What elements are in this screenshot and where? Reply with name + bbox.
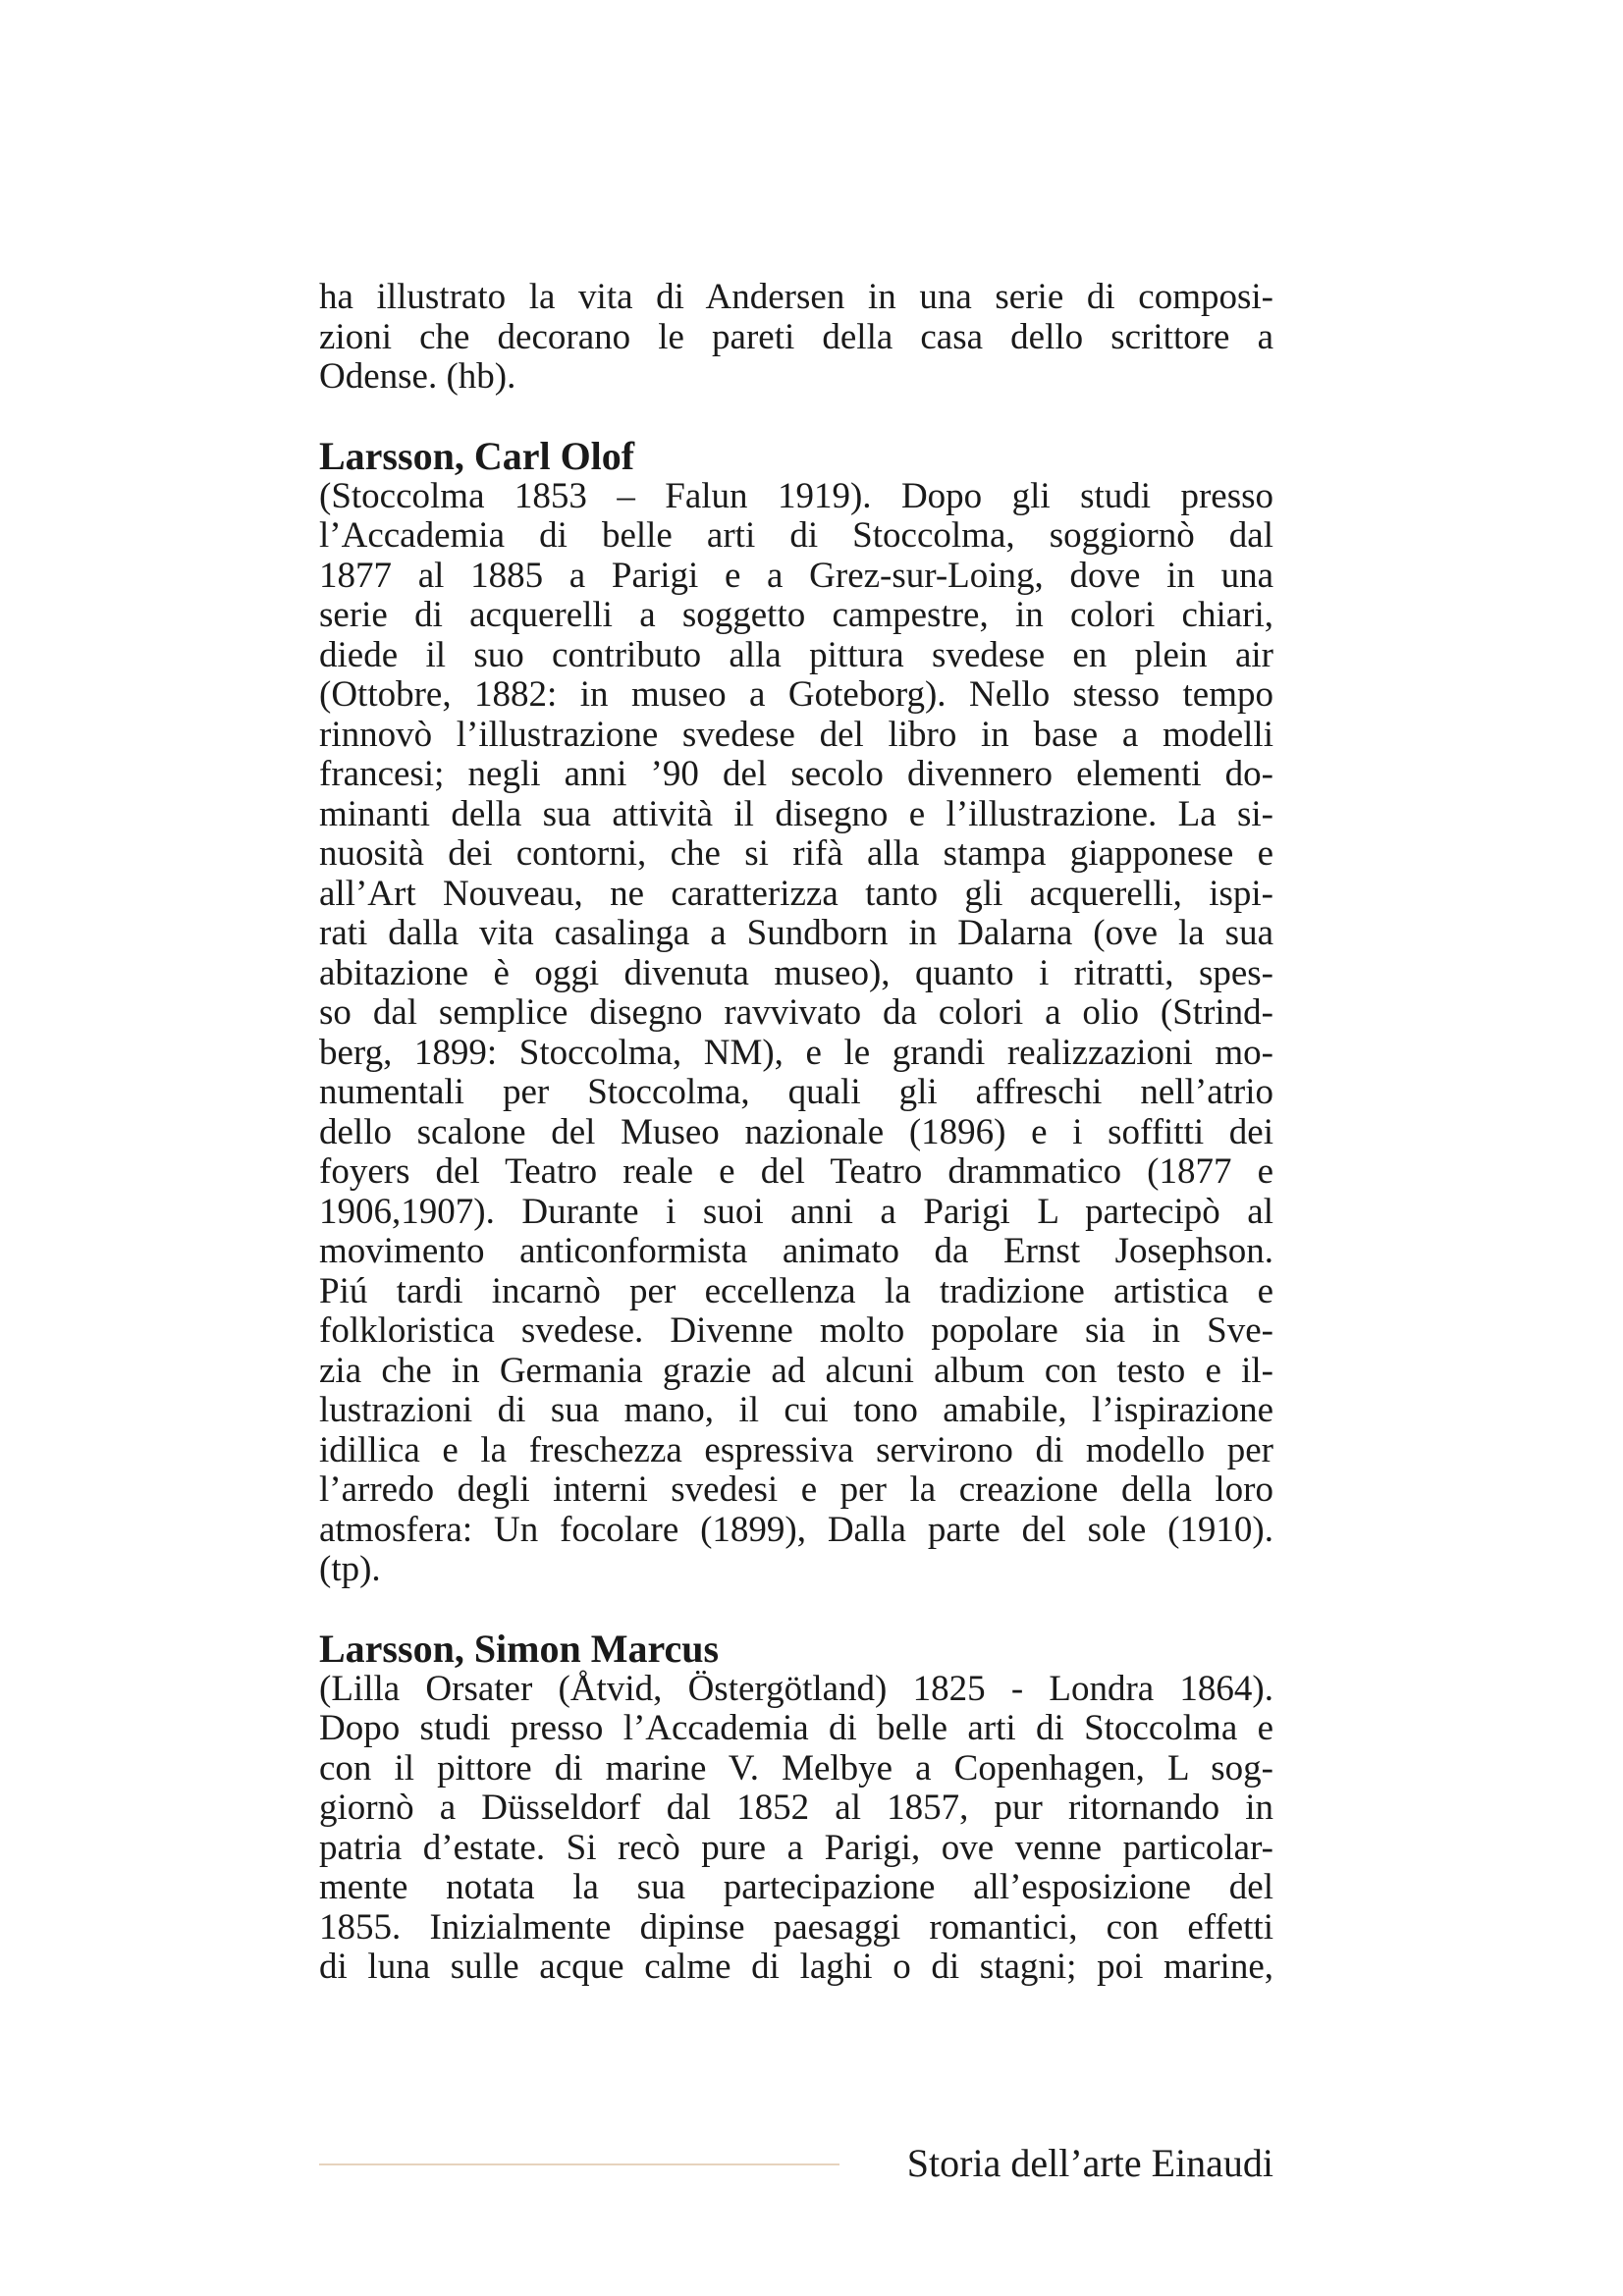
text-line: minanti della sua attività il disegno e l’illustrazione. La si- bbox=[319, 793, 1273, 834]
text-line: diede il suo contributo alla pittura svedese en plein air bbox=[319, 634, 1273, 675]
text-line: berg, 1899: Stoccolma, NM), e le grandi realizzazioni mo- bbox=[319, 1032, 1273, 1073]
text-line: francesi; negli anni ’90 del secolo divennero elementi do- bbox=[319, 754, 1273, 794]
text-line: patria d’estate. Si recò pure a Parigi, ove venne particolar- bbox=[319, 1827, 1273, 1868]
text-line: Dopo studi presso l’Accademia di belle arti di Stoccolma e bbox=[319, 1708, 1273, 1748]
text-line: l’arredo degli interni svedesi e per la creazione della loro bbox=[319, 1469, 1273, 1510]
text-line: Piú tardi incarnò per eccellenza la tradizione artistica e bbox=[319, 1270, 1273, 1311]
text-line: l’Accademia di belle arti di Stoccolma, soggiornò dal bbox=[319, 515, 1273, 556]
text-line: Odense. (hb). bbox=[319, 356, 516, 397]
text-line: nuosità dei contorni, che si rifà alla stampa giapponese e bbox=[319, 833, 1273, 874]
text-line: serie di acquerelli a soggetto campestre, in colori chiari, bbox=[319, 595, 1273, 635]
text-line: ha illustrato la vita di Andersen in una serie di composi- bbox=[319, 277, 1273, 317]
text-line: mente notata la sua partecipazione all’esposizione del bbox=[319, 1867, 1273, 1907]
text-line: 1877 al 1885 a Parigi e a Grez-sur-Loing, dove in una bbox=[319, 555, 1273, 596]
paragraph-gap bbox=[319, 1590, 1273, 1630]
entry-larsson-simon-marcus bbox=[319, 1629, 1273, 1988]
footer-publication-title: Storia dell’arte Einaudi bbox=[906, 2141, 1273, 2185]
entry-heading: Larsson, Carl Olof bbox=[319, 434, 635, 478]
text-line: (tp). bbox=[319, 1549, 381, 1589]
text-line: con il pittore di marine V. Melbye a Copenhagen, L sog- bbox=[319, 1747, 1273, 1789]
page-body bbox=[319, 278, 1273, 1988]
text-line: (Ottobre, 1882: in museo a Goteborg). Nello stesso tempo bbox=[319, 674, 1273, 715]
text-line: 1906,1907). Durante i suoi anni a Parigi L partecipò al bbox=[319, 1191, 1273, 1232]
entry-heading: Larsson, Simon Marcus bbox=[319, 1627, 720, 1671]
paragraph-gap bbox=[319, 398, 1273, 438]
footer-divider bbox=[319, 2163, 839, 2165]
text-line: folkloristica svedese. Divenne molto popolare sia in Sve- bbox=[319, 1310, 1273, 1351]
text-line: all’Art Nouveau, ne caratterizza tanto gli acquerelli, ispi- bbox=[319, 873, 1273, 914]
text-line: 1855. Inizialmente dipinse paesaggi romantici, con effetti bbox=[319, 1906, 1273, 1948]
text-line: foyers del Teatro reale e del Teatro drammatico (1877 e bbox=[319, 1151, 1273, 1192]
text-line: (Lilla Orsater (Åtvid, Östergötland) 1825 - Londra 1864). bbox=[319, 1668, 1273, 1709]
text-line: so dal semplice disegno ravvivato da colori a olio (Strind- bbox=[319, 992, 1273, 1033]
text-line: dello scalone del Museo nazionale (1896) e i soffitti dei bbox=[319, 1111, 1273, 1152]
text-line: zioni che decorano le pareti della casa dello scrittore a bbox=[319, 316, 1273, 357]
text-line: idillica e la freschezza espressiva servirono di modello per bbox=[319, 1429, 1273, 1470]
text-line: atmosfera: Un focolare (1899), Dalla parte del sole (1910). bbox=[319, 1509, 1273, 1550]
text-line: lustrazioni di sua mano, il cui tono amabile, l’ispirazione bbox=[319, 1390, 1273, 1430]
text-line: numentali per Stoccolma, quali gli affreschi nell’atrio bbox=[319, 1072, 1273, 1112]
text-line: abitazione è oggi divenuta museo), quanto i ritratti, spes- bbox=[319, 952, 1273, 993]
entry-larsson-carl-olof bbox=[319, 434, 1273, 1590]
text-line: rati dalla vita casalinga a Sundborn in Dalarna (ove la sua bbox=[319, 913, 1273, 953]
text-line: movimento anticonformista animato da Ernst Josephson. bbox=[319, 1231, 1273, 1271]
text-line: di luna sulle acque calme di laghi o di stagni; poi marine, bbox=[319, 1947, 1273, 1987]
text-line: zia che in Germania grazie ad alcuni album con testo e il- bbox=[319, 1350, 1273, 1391]
text-line: rinnovò l’illustrazione svedese del libro in base a modelli bbox=[319, 714, 1273, 755]
text-line: giornò a Düsseldorf dal 1852 al 1857, pur ritornando in bbox=[319, 1788, 1273, 1828]
intro-paragraph bbox=[319, 278, 1273, 398]
text-line: (Stoccolma 1853 – Falun 1919). Dopo gli studi presso bbox=[319, 475, 1273, 516]
